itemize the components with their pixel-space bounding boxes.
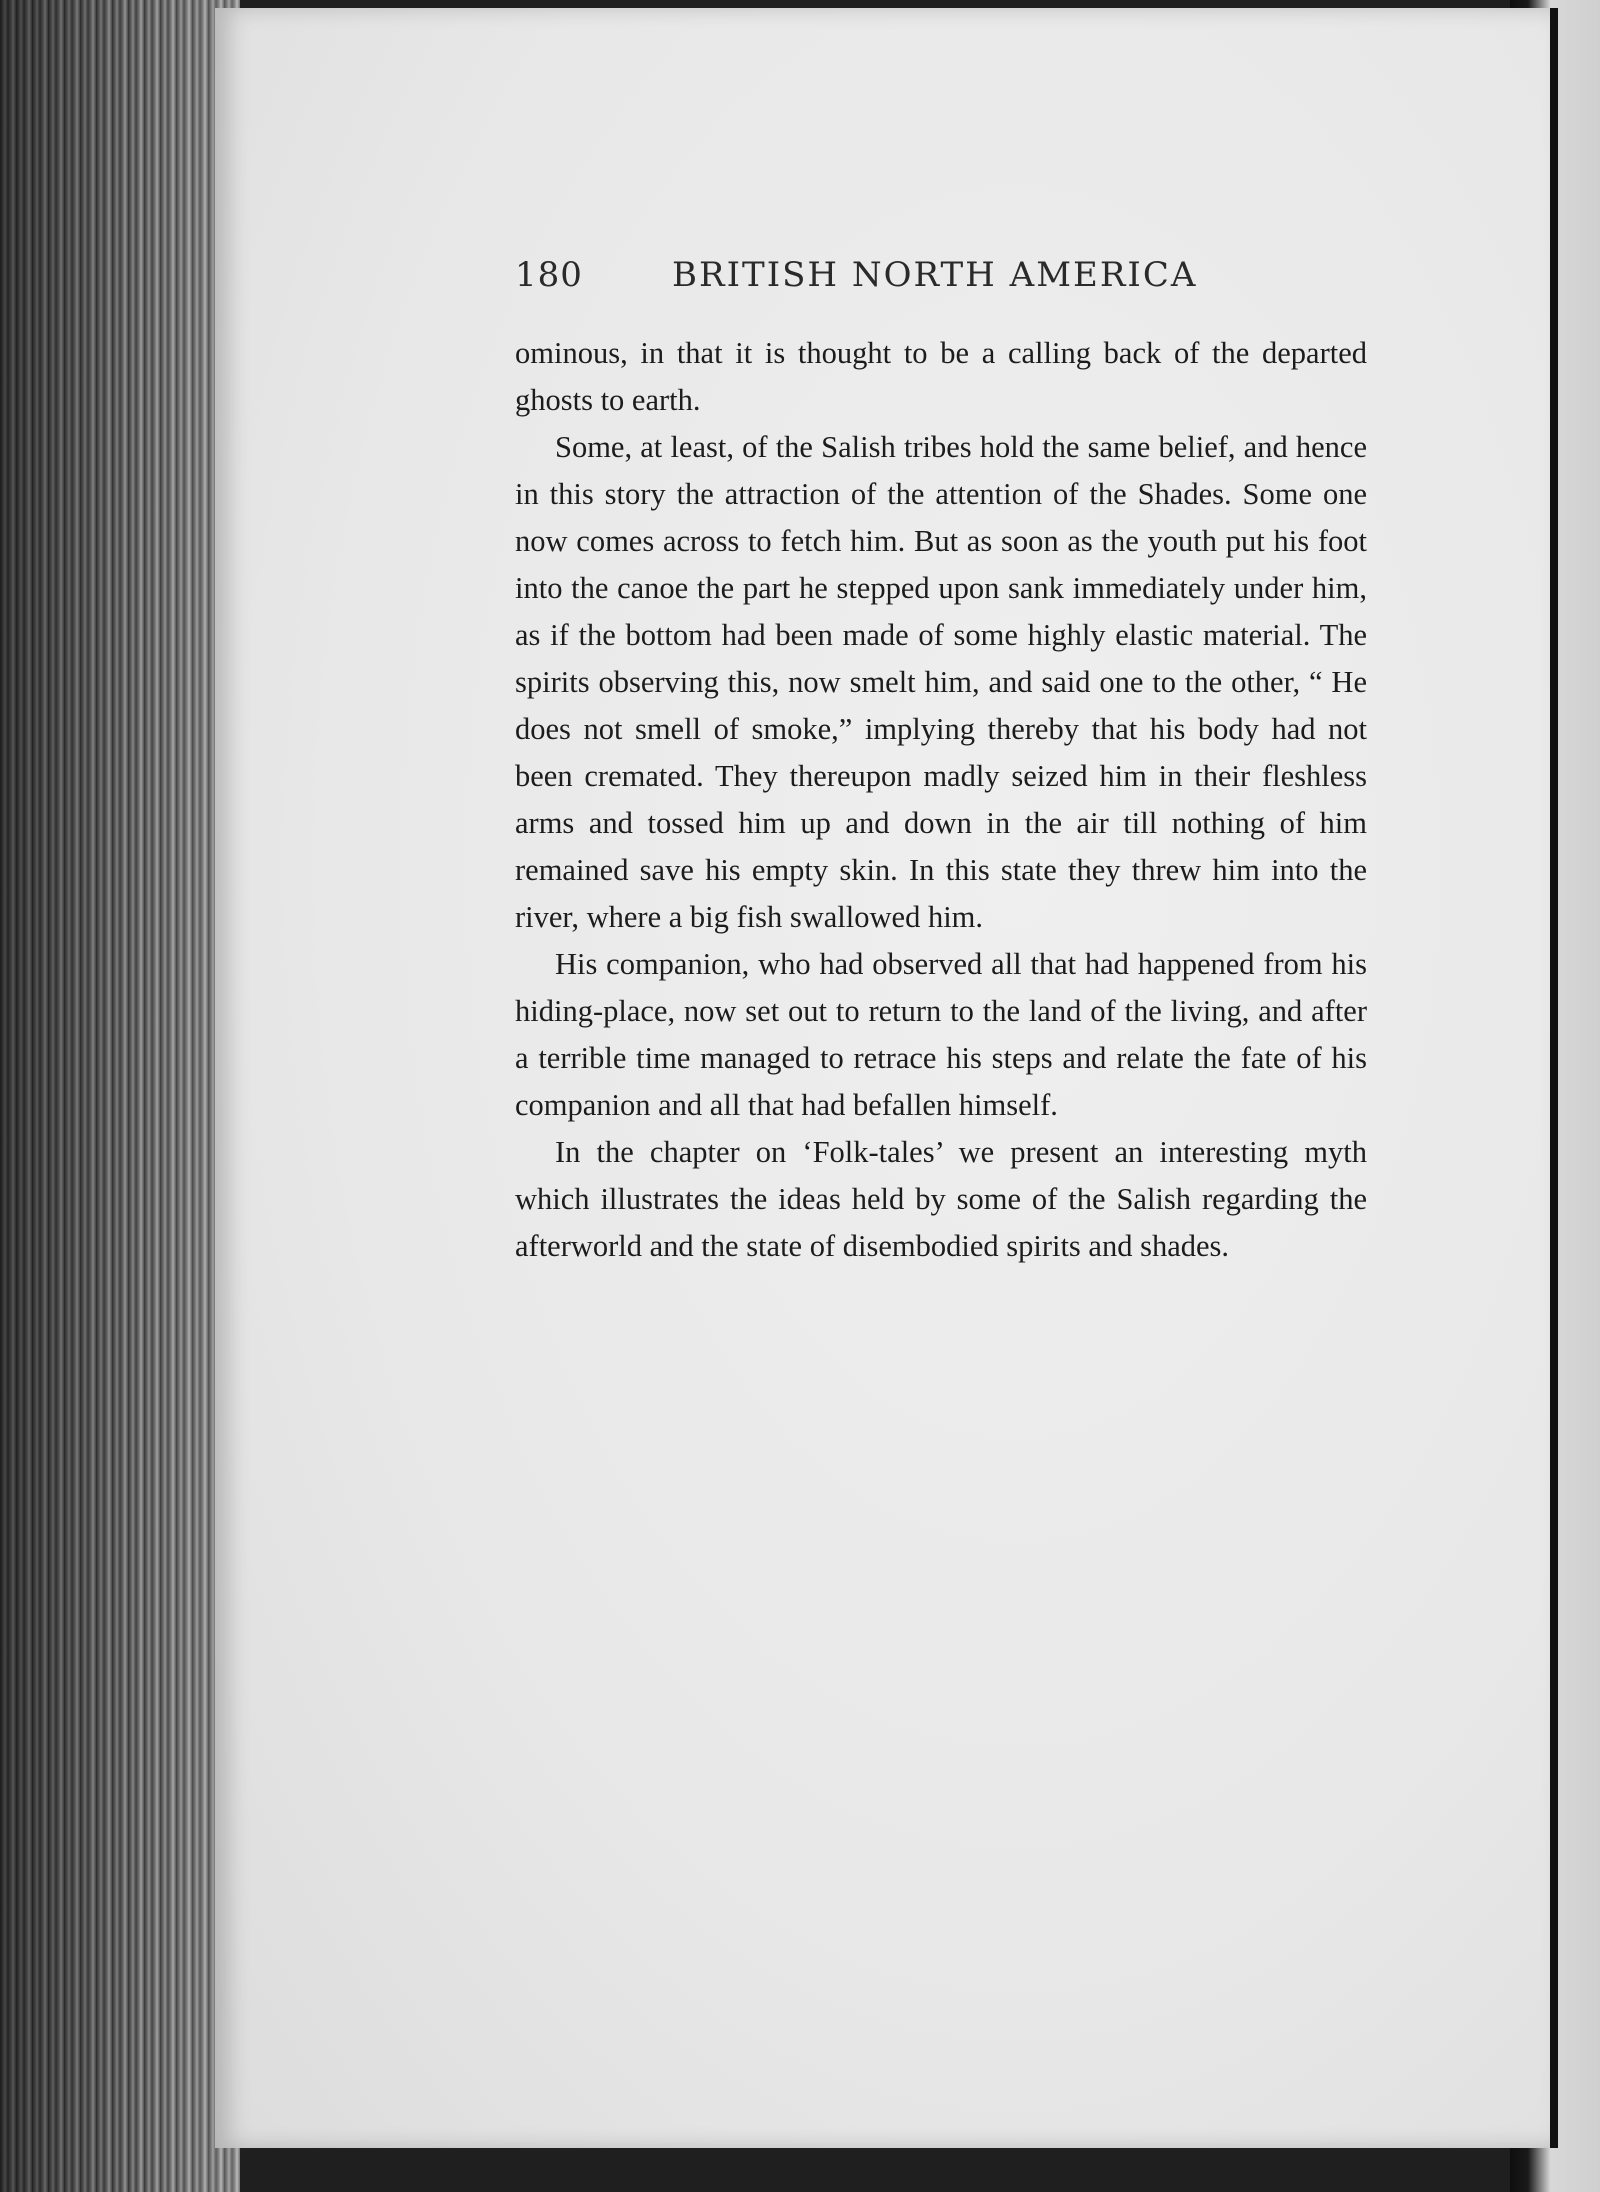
running-head: [515, 255, 1215, 305]
paragraph-continued: ominous, in that it is thought to be a calling back of the departed ghosts to earth.: [515, 336, 1367, 417]
body-text: [515, 330, 1367, 1270]
running-title: BRITISH NORTH AMERICA: [672, 255, 1198, 295]
book-page-edges: [0, 0, 240, 2192]
paragraph: His companion, who had observed all that had happened from his hiding-place, now set out to return to the land of the living, and after a terrible time managed to retrace his steps and relate the fate of his companion and all that had befallen himself.: [515, 947, 1367, 1122]
paragraph: Some, at least, of the Salish tribes hold the same belief, and hence in this story the attraction of the attention of the Shades. Some one now comes across to fetch him. But as soon as the youth put his foot into the canoe the part he stepped upon sank immediately under him, as if the bottom had been made of some highly elastic material. The spirits observing this, now smelt him, and said one to the other, “ He does not smell of smoke,” implying thereby that his body had not been cremated. They thereupon madly seized him in their fleshless arms and tossed him up and down in the air till nothing of him remained save his empty skin. In this state they threw him into the river, where a big fish swallowed him.: [515, 430, 1367, 934]
paragraph: In the chapter on ‘Folk-tales’ we present an interesting myth which illustrates the ideas held by some of the Salish regarding the afterworld and the state of disembodied spirits and shades.: [515, 1135, 1367, 1263]
page-number: 180: [515, 255, 583, 295]
